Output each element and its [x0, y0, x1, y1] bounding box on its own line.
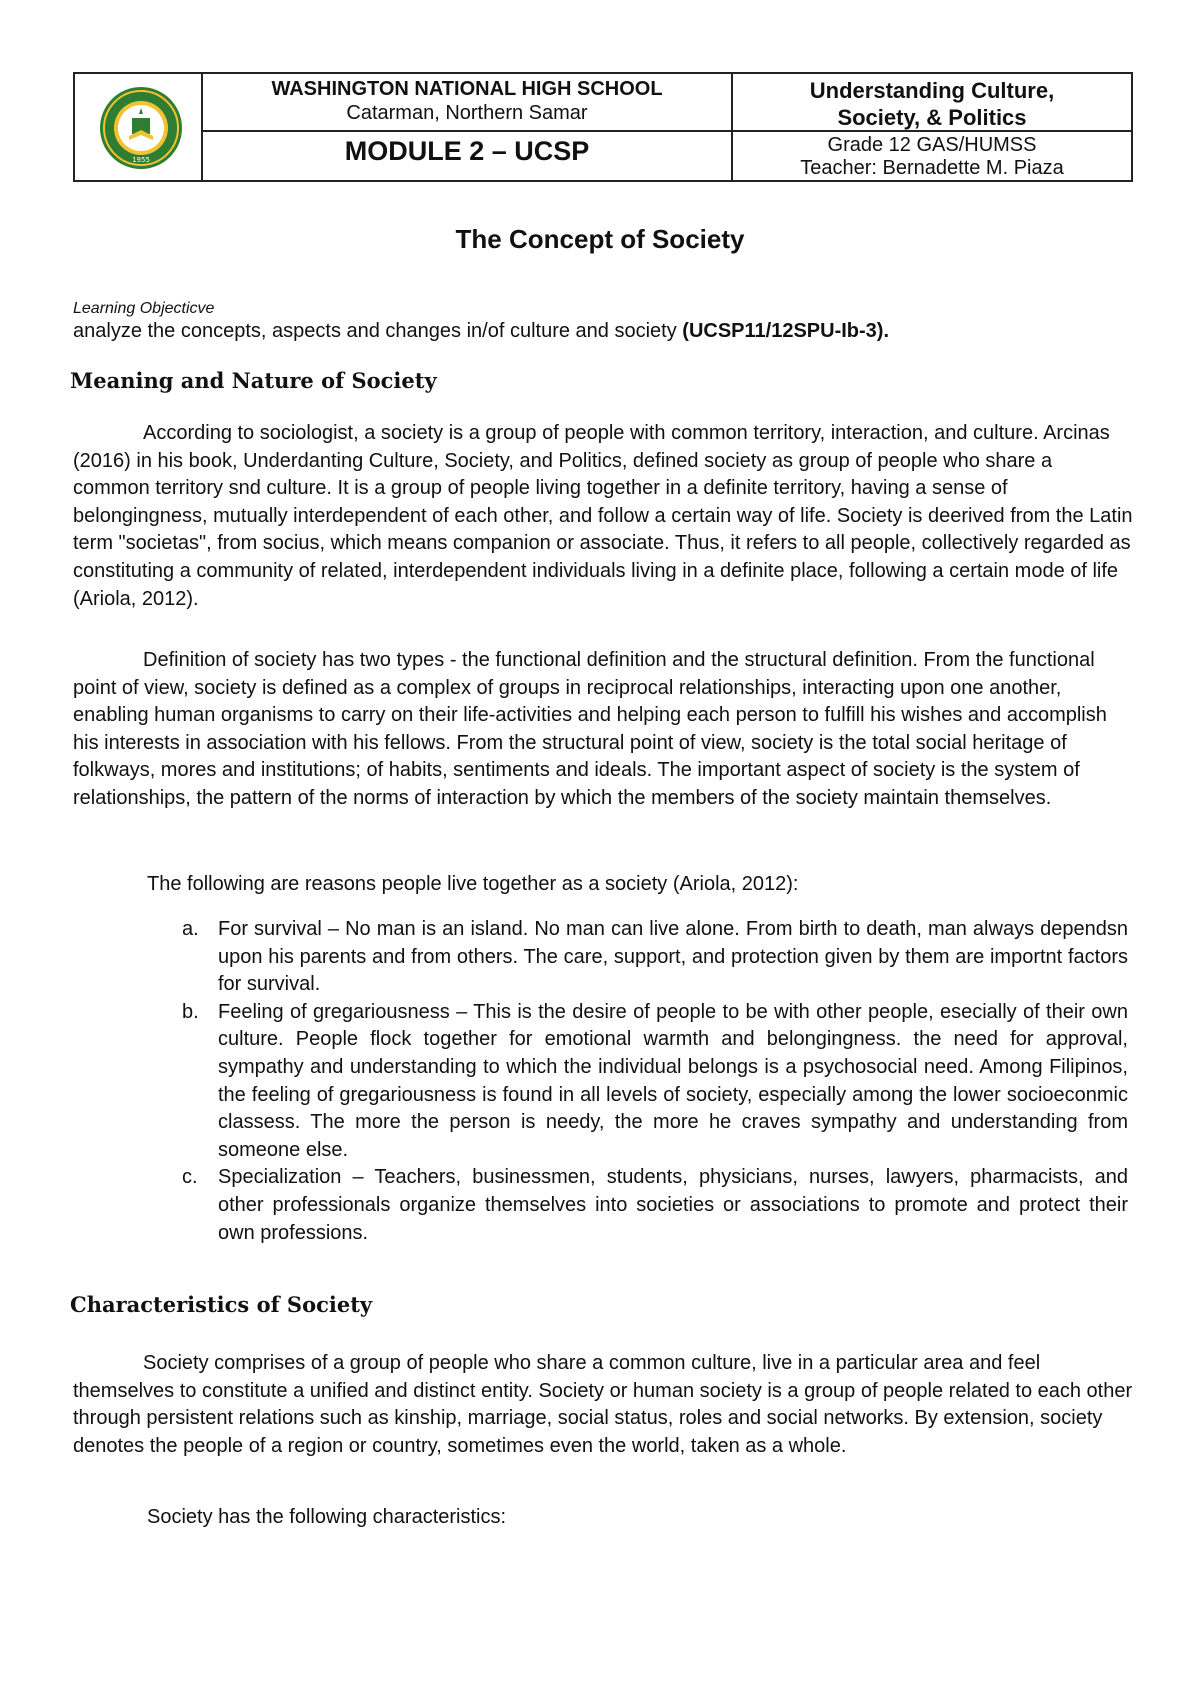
paragraph-definition [73, 647, 1133, 813]
school-cell [203, 74, 733, 180]
paragraph-text: Society comprises of a group of people who share a common culture, live in a particular area and feel themselves to constitute a unified and distinct entity. Society or human society is a group of people related to each other through persistent relations such as kinship, marriage, social status, roles and social networks. By extension, society denotes the people of a region or country, sometimes even the world, taken as a whole. [73, 1352, 1133, 1457]
list-item [182, 1164, 1128, 1247]
section-heading-meaning: Meaning and Nature of Society [70, 368, 437, 393]
paragraph-meaning [73, 420, 1133, 613]
paragraph-text: Definition of society has two types - the functional definition and the structural definition. From the functional point of view, society is defined as a complex of groups in reciprocal relationships, interacting upon one another, enabling human organisms to carry on their life-activities and helping each person to fulfill his wishes and accomplish his interests in association with his fellows. From the structural point of view, society is the total social heritage of folkways, mores and institutions; of habits, sentiments and ideals. The important aspect of society is the system of relationships, the pattern of the norms of interaction by which the members of the society maintain themselves. [73, 649, 1107, 809]
objective-body: analyze the concepts, aspects and changes in/of culture and society [73, 320, 683, 342]
reasons-list [182, 916, 1128, 1247]
list-item [182, 916, 1128, 999]
logo-cell [75, 74, 203, 180]
subject-title [733, 77, 1131, 131]
list-item-text: Specialization – Teachers, businessmen, students, physicians, nurses, lawyers, pharmacists, and other professionals organize themselves into societies or associations to promote and protect their own professions. [218, 1166, 1128, 1244]
subject-line-1: Understanding Culture, [809, 78, 1055, 103]
list-item-text: Feeling of gregariousness – This is the desire of people to be with other people, esecially of their own culture. People flock together for emotional warmth and belongingness. the need for approval, sympathy and understanding to which the individual belongs is a psychosocial need. Among Filipinos, the feeling of gregariousness is found in all levels of society, especially among the lower socioeconmic classess. The more the person is needy, the more he craves sympathy and understanding from someone else. [218, 1000, 1128, 1161]
divider [203, 130, 731, 132]
section-heading-characteristics: Characteristics of Society [70, 1292, 373, 1317]
svg-text:1955: 1955 [132, 156, 150, 164]
paragraph-text: According to sociologist, a society is a group of people with common territory, interaction, and culture. Arcinas (2016) in his book, Underdanting Culture, Society, and Politics, defined society as group of people who share a common territory snd culture. It is a group of people living together in a definite territory, having a sense of belongingness, mutually interdependent of each other, and follow a certain way of life. Society is deerived from the Latin term "societas", from socius, which means companion or associate. Thus, it refers to all people, collectively regarded as constituting a community of related, interdependent individuals living in a definite place, following a certain mode of life (Ariola, 2012). [73, 422, 1133, 610]
list-item-text: For survival – No man is an island. No man can live alone. From birth to death, man always dependsn upon his parents and from others. The care, support, and protection given by them are importnt factors for survival. [218, 918, 1128, 996]
objective-text [73, 320, 889, 343]
list-item [182, 999, 1128, 1165]
school-name: WASHINGTON NATIONAL HIGH SCHOOL [271, 78, 663, 100]
characteristics-intro: Society has the following characteristics: [147, 1506, 507, 1528]
list-marker: c. [182, 1166, 198, 1189]
list-marker: b. [182, 1000, 199, 1023]
reasons-intro: The following are reasons people live together as a society (Ariola, 2012): [147, 873, 799, 895]
module-label: MODULE 2 – UCSP [344, 136, 590, 166]
list-marker: a. [182, 918, 199, 940]
objective-code: (UCSP11/12SPU-Ib-3) [682, 320, 884, 342]
grade-label: Grade 12 GAS/HUMSS [827, 134, 1037, 156]
divider [733, 130, 1131, 132]
paragraph-characteristics [73, 1350, 1133, 1460]
subject-cell [733, 74, 1131, 180]
objective-end: . [883, 320, 890, 342]
header-table [73, 72, 1133, 182]
subject-line-2: Society, & Politics [837, 105, 1027, 130]
school-location: Catarman, Northern Samar [346, 102, 588, 124]
school-seal-icon [99, 86, 183, 170]
objective-label: Learning Objecticve [73, 300, 215, 317]
page-title: The Concept of Society [455, 224, 745, 254]
teacher-label: Teacher: Bernadette M. Piaza [800, 157, 1064, 179]
